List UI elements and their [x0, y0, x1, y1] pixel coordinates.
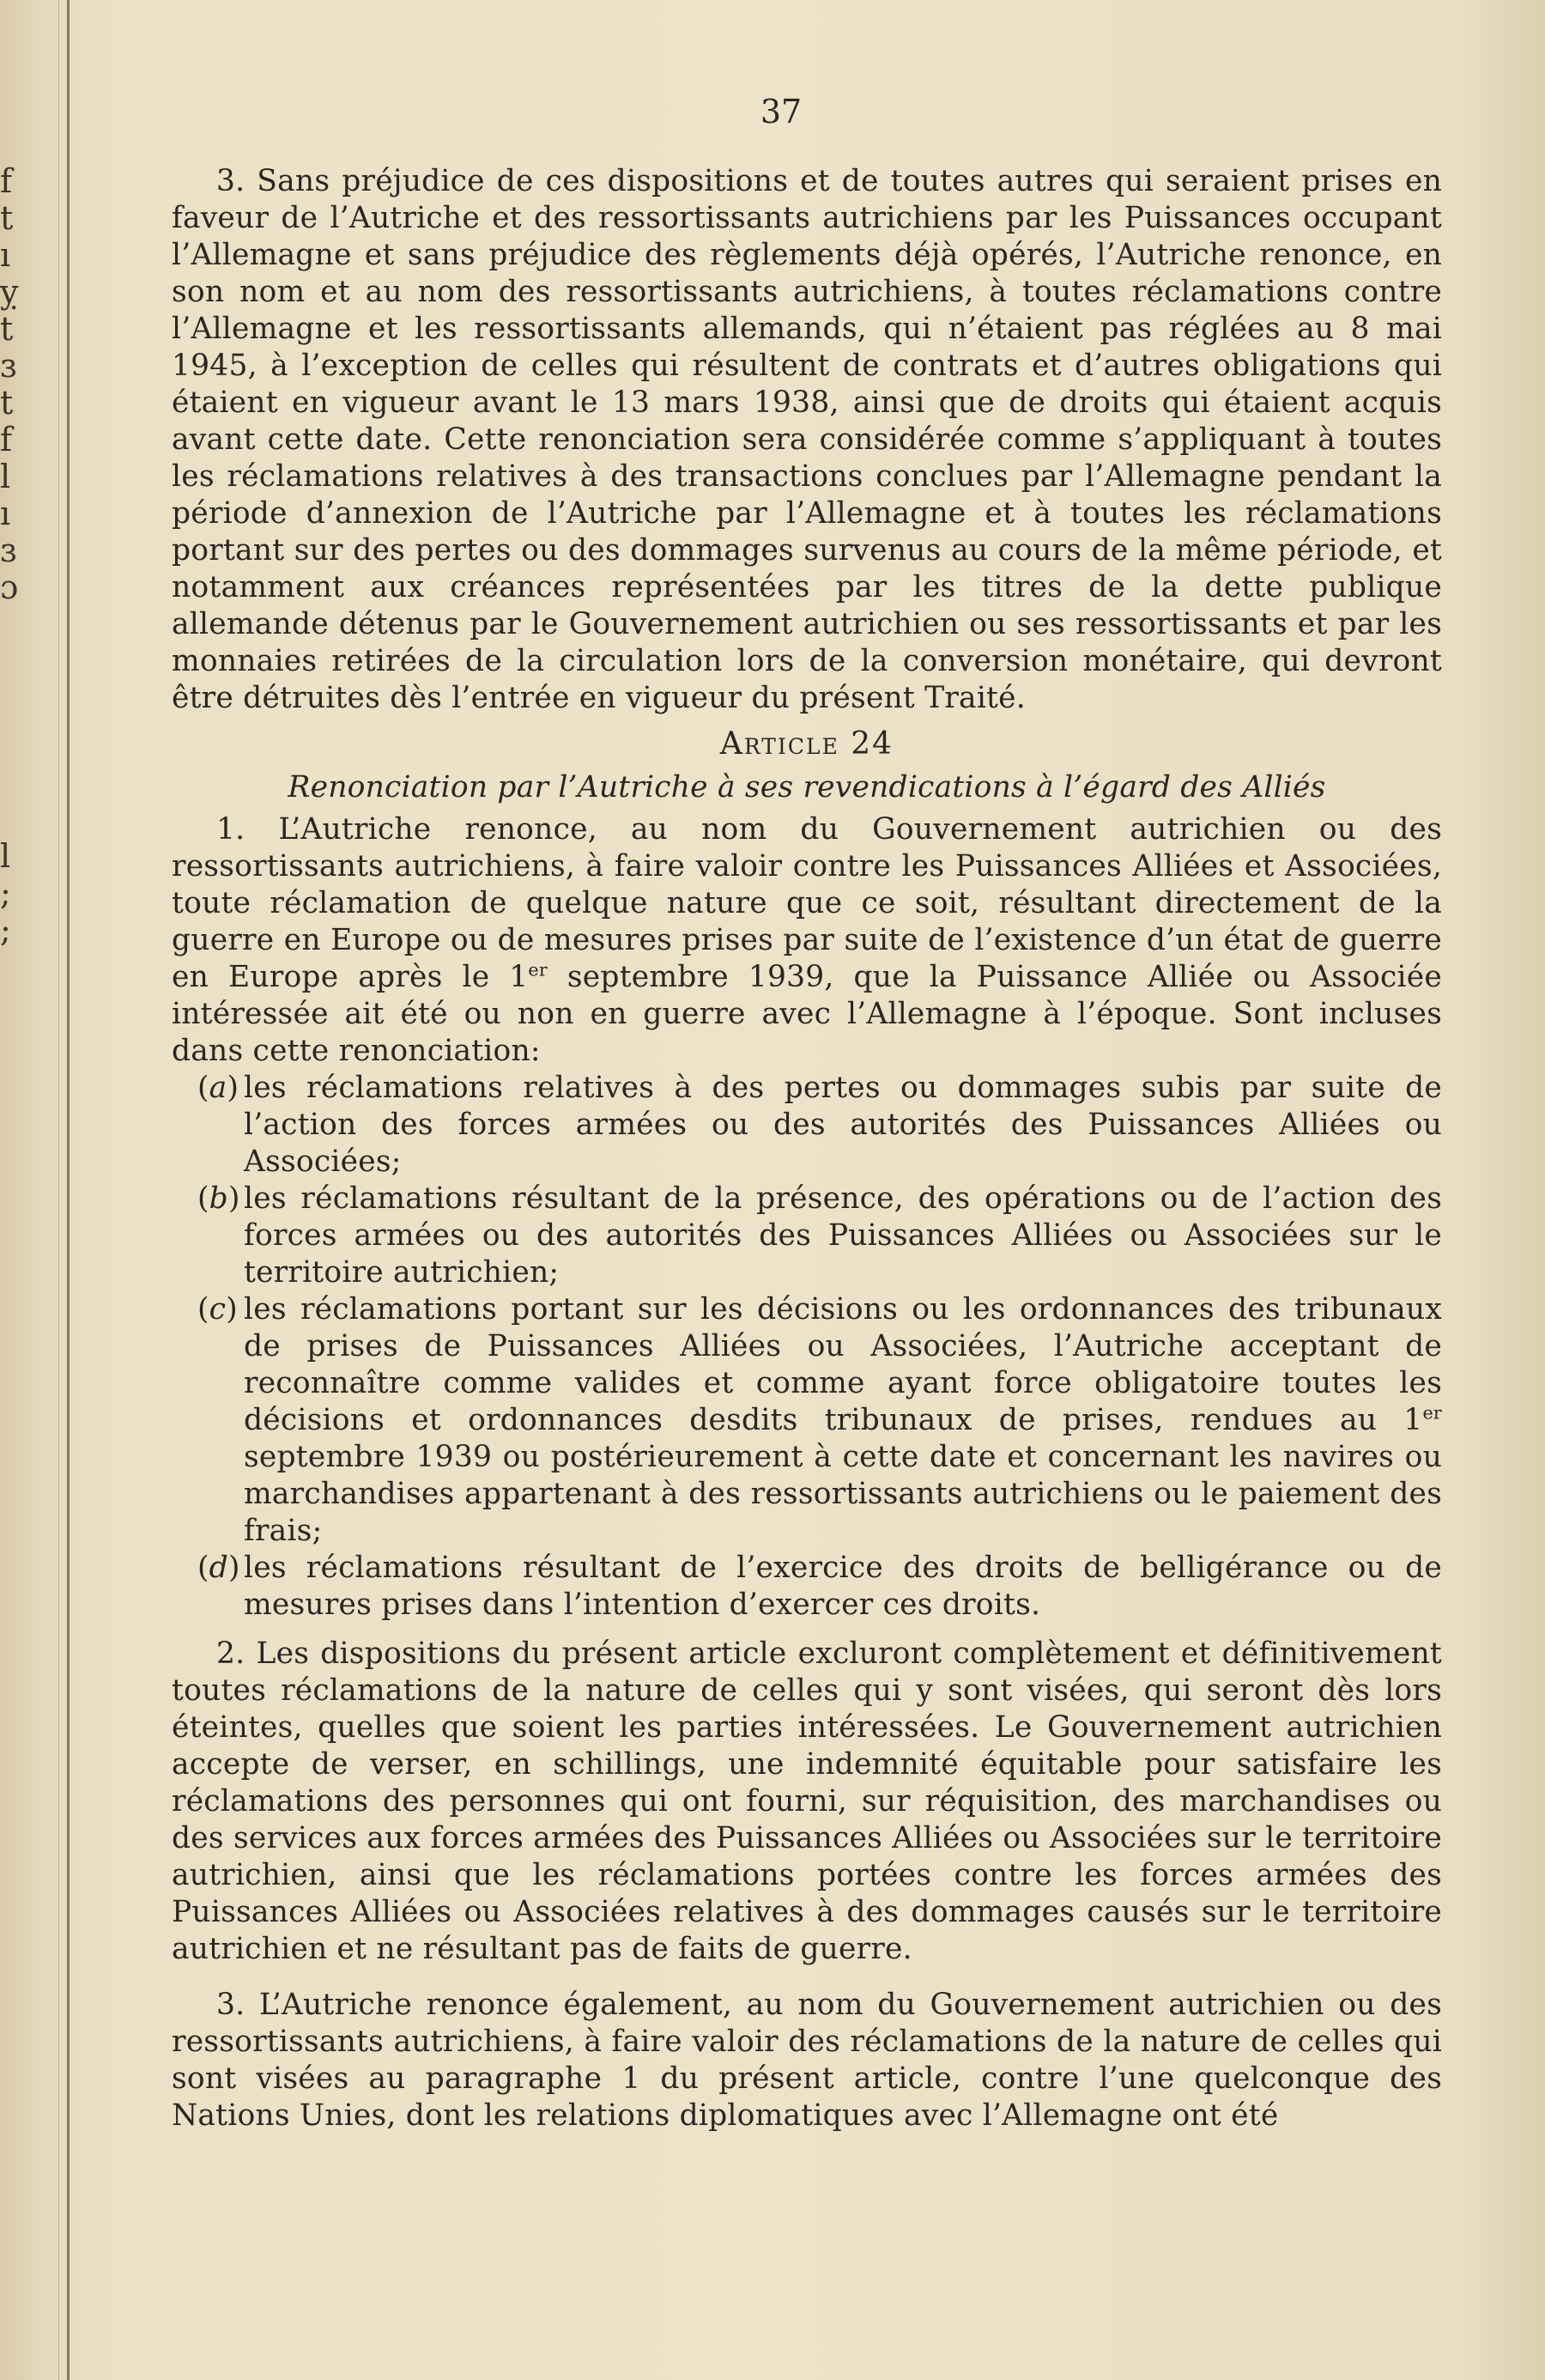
list-item-marker: (d)	[197, 1551, 240, 1585]
margin-glyph: ɜ	[0, 347, 17, 385]
margin-glyph: ɜ	[0, 531, 17, 569]
page-content	[172, 163, 1442, 2134]
page-number: 37	[760, 93, 803, 131]
article-paragraph-3: 3. L’Autriche renonce également, au nom du Gouvernement autrichien ou des ressortissants autrichiens, à faire valoir des réclamations de la nature de celles qui sont visées au paragraphe 1 du présent article, contre l’une quelconque des Nations Unies, dont les relations diplomatiques avec l’Allemagne ont été	[172, 1988, 1442, 2133]
margin-glyph: ı	[0, 236, 11, 274]
margin-glyph: ı	[0, 495, 11, 532]
spacer	[172, 1624, 1442, 1636]
article-subtitle: Renonciation par l’Autriche à ses revendications à l’égard des Alliés	[288, 770, 1326, 804]
paragraph-text: 1. L’Autriche renonce, au nom du Gouvernement autrichien ou des ressortissants autrichiens, à faire valoir contre les Puissances Alliées et Associées, toute réclamation de quelque nature que ce soit, résultant directement de la guerre en Europe ou de mesures prises par suite de l’existence d’un état de guerre en Europe après le 1	[172, 812, 1442, 994]
margin-glyph: ɔ	[0, 568, 19, 606]
paragraph-3-top: 3. Sans préjudice de ces dispositions et de toutes autres qui seraient prises en faveur de l’Autriche et des ressortissants autrichiens par les Puissances occupant l’Allemagne et sans préjudice des règlements déjà opérés, l’Autriche renonce, en son nom et au nom des ressortissants autrichiens, à toutes réclamations contre l’Allemagne et les ressortissants allemands, qui n’étaient pas réglées au 8 mai 1945, à l’exception de celles qui résultent de contrats et d’autres obligations qui étaient en vigueur avant le 13 mars 1938, ainsi que de droits qui étaient acquis avant cette date. Cette renonciation sera considérée comme s’appliquant à toutes les réclamations relatives à des transactions conclues par l’Allemagne pendant la période d’annexion de l’Autriche par l’Allemagne et à toutes les réclamations portant sur des pertes ou des dommages survenus au cours de la même période, et notamment aux créances représentées par les titres de la dette publique allemande détenus par le Gouvernement autrichien ou ses ressortissants et par les monnaies retirées de la circulation lors de la conversion monétaire, qui devront être détruites dès l’entrée en vigueur du présent Traité.	[172, 164, 1442, 715]
list-item-text: les réclamations portant sur les décisions ou les ordonnances des tribunaux de prises de Puissances Alliées ou Associées, l’Autriche acceptant de reconnaître comme valides et comme ayant force obligatoire toutes les décisions et ordonnances desdits tribunaux de prises, rendues au 1er septembre 1939 ou postérieurement à cette date et concernant les navires ou marchandises appartenant à des ressortissants autrichiens ou le paiement des frais;	[244, 1292, 1442, 1548]
list-item	[172, 1070, 1442, 1181]
margin-glyph: ;	[0, 911, 11, 949]
article-paragraph-2: 2. Les dispositions du présent article excluront complètement et définitivement toutes réclamations de la nature de celles qui y sont visées, qui seront dès lors éteintes, quelles que soient les parties intéressées. Le Gouvernement autrichien accepte de verser, en schillings, une indemnité équitable pour satisfaire les réclamations des personnes qui ont fourni, sur réquisition, des marchandises ou des services aux forces armées des Puissances Alliées ou Associées sur le territoire autrichien, ainsi que les réclamations portées contre les forces armées des Puissances Alliées ou Associées relatives à des dommages causés sur le territoire autrichien et ne résultant pas de faits de guerre.	[172, 1636, 1442, 1966]
margin-glyph: ;	[0, 874, 11, 912]
margin-glyph: t	[0, 199, 14, 237]
list-item-text: les réclamations relatives à des pertes ou dommages subis par suite de l’action des forces armées ou des autorités des Puissances Alliées ou Associées;	[244, 1071, 1442, 1179]
margin-glyph: t	[0, 384, 14, 422]
gutter-shadow	[58, 0, 59, 2380]
paragraph-text: septembre 1939, que la Puissance Alliée ou Associée intéressée ait été ou non en guerre avec l’Allemagne à l’époque. Sont incluses dans cette renonciation:	[172, 960, 1443, 1068]
list-item-marker: (a)	[197, 1071, 239, 1105]
adjacent-page-margin	[0, 163, 17, 949]
margin-glyph: l	[0, 458, 11, 495]
list-item	[172, 1181, 1442, 1291]
spacer	[172, 1968, 1442, 1987]
list-item-text: les réclamations résultant de la présence, des opérations ou de l’action des forces armées ou des autorités des Puissances Alliées ou Associées sur le territoire autrichien;	[244, 1181, 1442, 1290]
superscript: er	[528, 959, 548, 981]
gutter-line	[67, 0, 70, 2380]
list-item-marker: (c)	[197, 1292, 238, 1327]
margin-gap	[0, 606, 17, 838]
list-item-marker: (b)	[197, 1181, 240, 1216]
margin-glyph: f	[0, 421, 13, 458]
article-paragraph-1	[172, 811, 1442, 1070]
margin-glyph: ỵ	[0, 273, 19, 311]
renunciation-list	[172, 1070, 1442, 1624]
margin-glyph: t	[0, 310, 14, 348]
margin-glyph: l	[0, 837, 11, 875]
list-item-text: les réclamations résultant de l’exercice des droits de belligérance ou de mesures prises dans l’intention d’exercer ces droits.	[244, 1551, 1442, 1622]
article-heading: Article 24	[719, 726, 894, 762]
list-item	[172, 1550, 1442, 1624]
margin-glyph: f	[0, 162, 13, 200]
list-item	[172, 1291, 1442, 1550]
